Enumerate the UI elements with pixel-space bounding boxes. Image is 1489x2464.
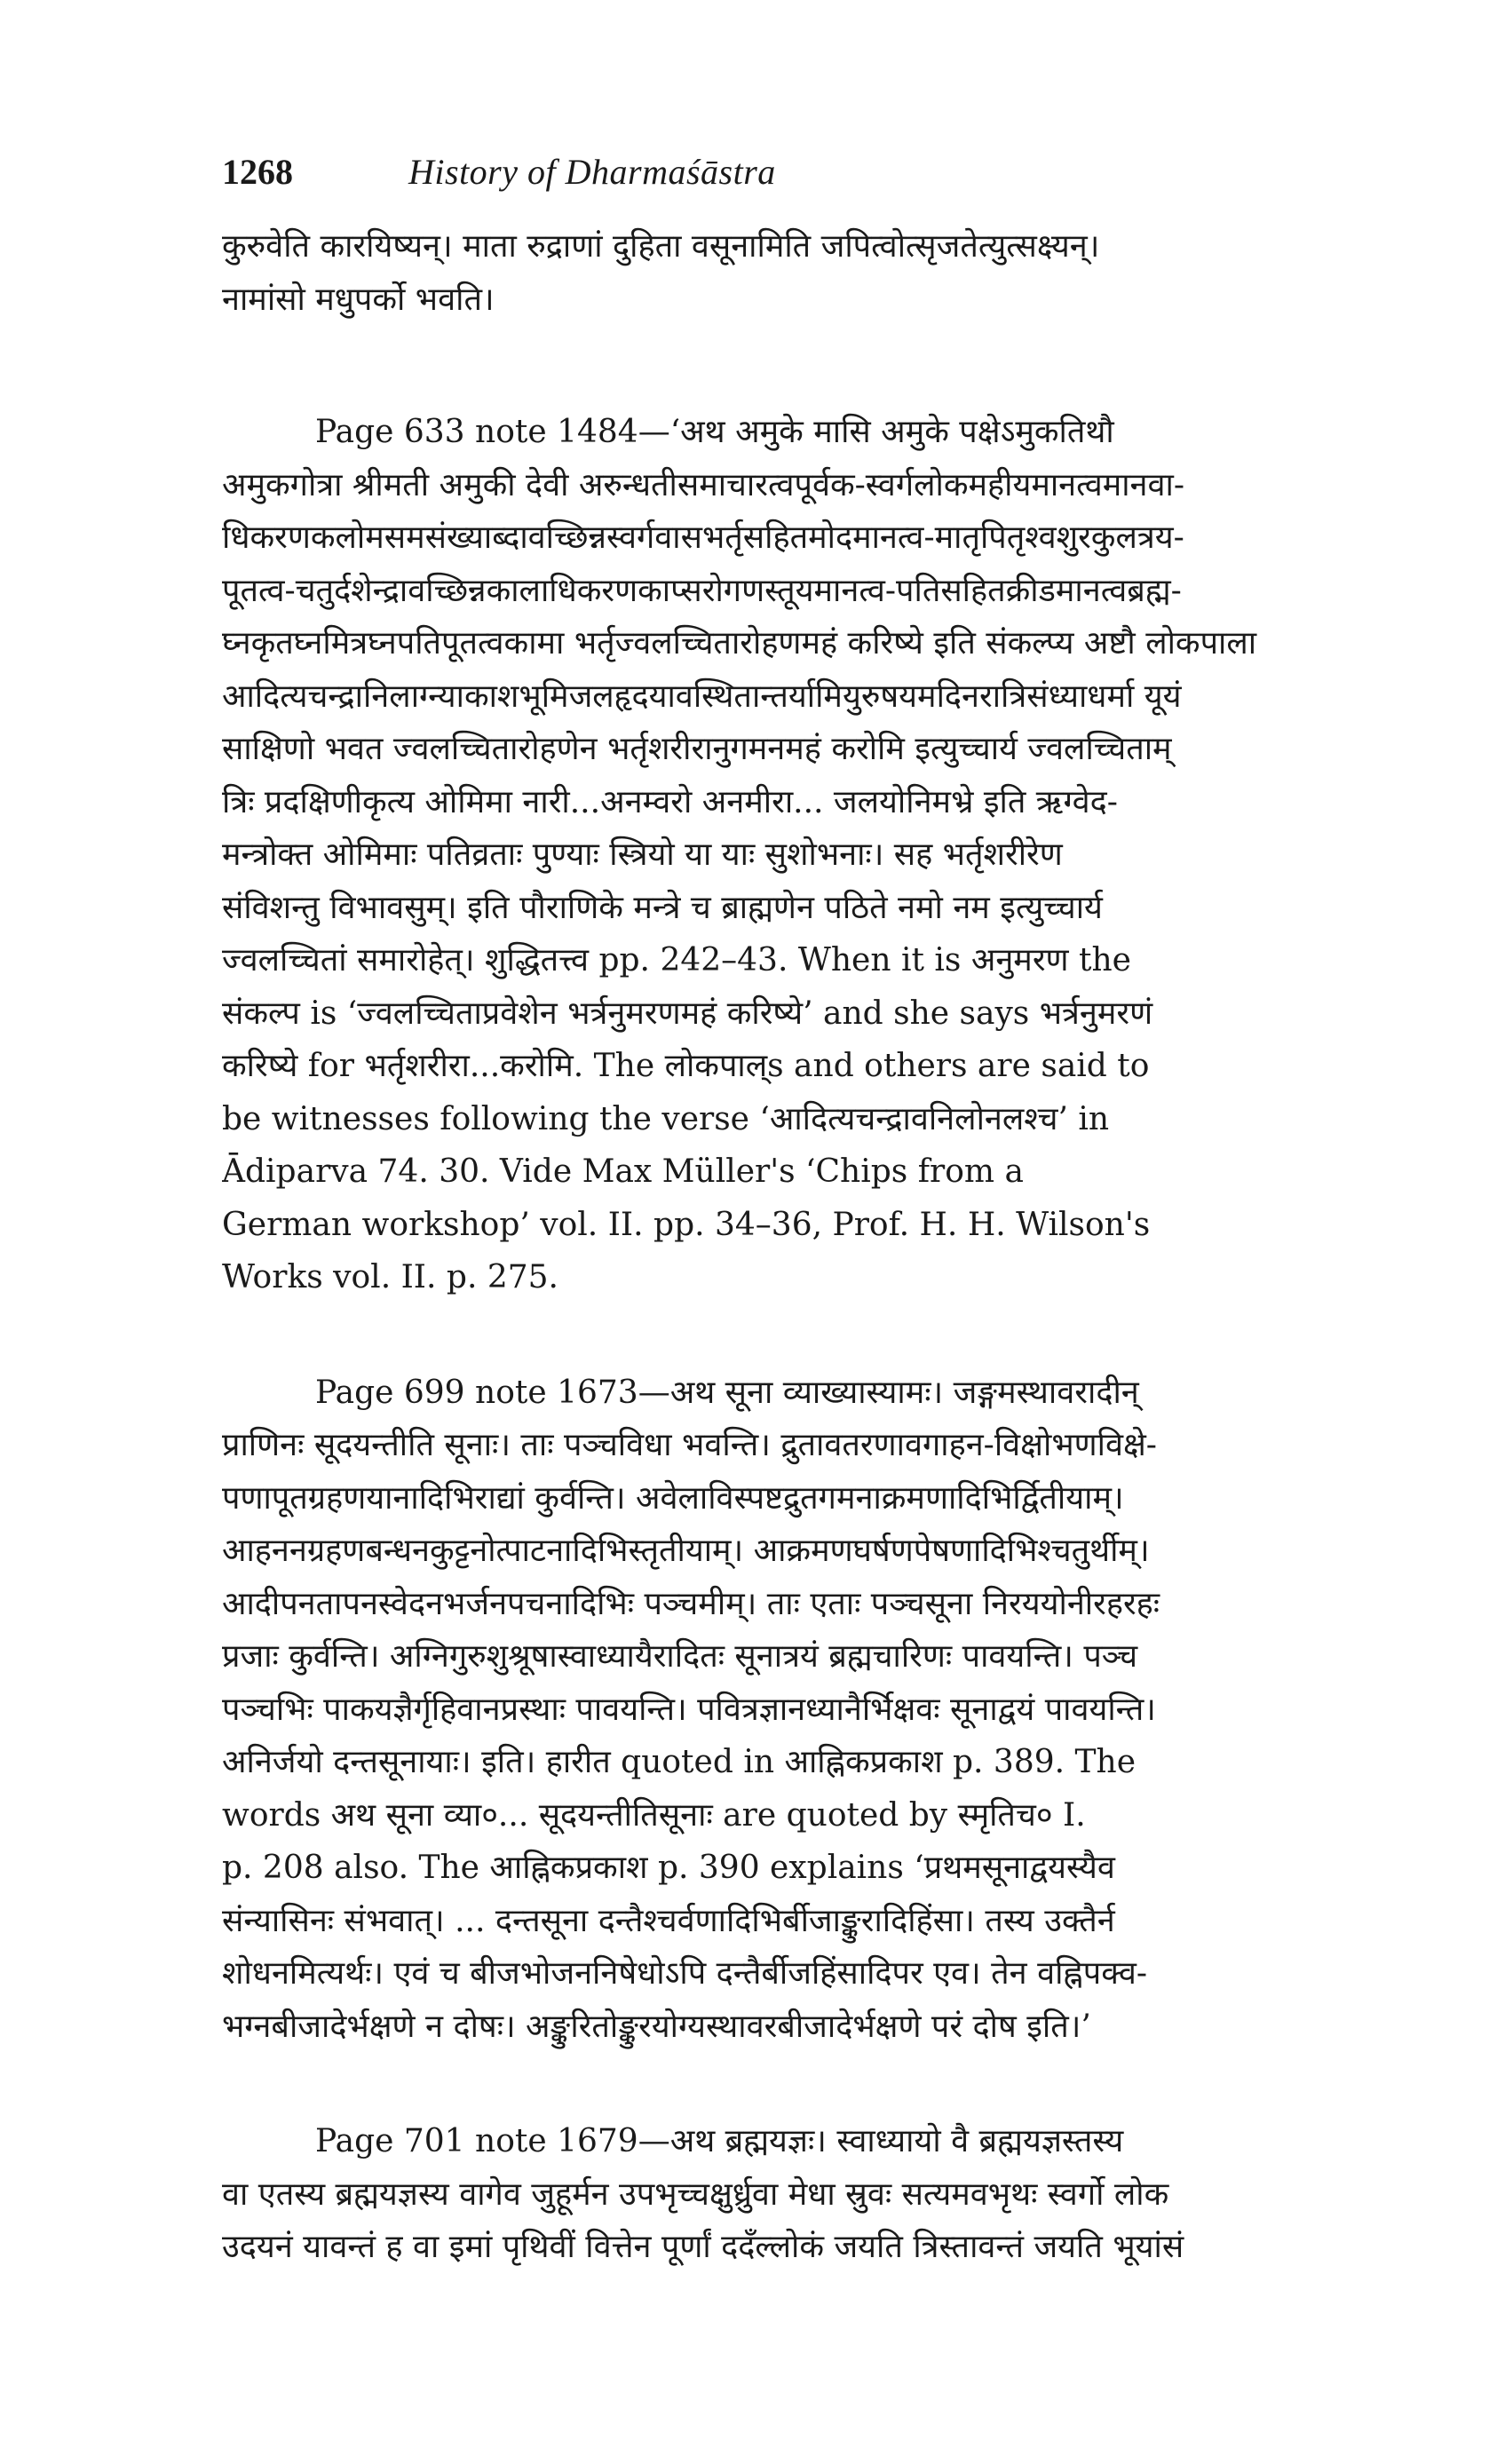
text-line: आदित्यचन्द्रानिलाग्न्याकाशभूमिजलहृदयावस्थितान्तर्यामियुरुषयमदिनरात्रिसंध्याधर्मा यूयं	[222, 677, 1182, 715]
text-line: घ्नकृतघ्नमित्रघ्नपतिपूतत्वकामा भर्तृज्वलच्चितारोहणमहं करिष्ये इति संकल्प्य अष्टौ लोकपाला	[222, 625, 1257, 662]
text-line: Page 701 note 1679—अथ ब्रह्मयज्ञः। स्वाध्यायो वै ब्रह्मयज्ञस्तस्य	[315, 2123, 1124, 2159]
text-line: Page 633 note 1484—‘अथ अमुके मासि अमुके पक्षेऽमुकतिथौ	[315, 414, 1114, 450]
text-line: कुरुवेति कारयिष्यन्। माता रुद्राणां दुहिता वसूनामिति जपित्वोत्सृजतेत्युत्सक्ष्यन्।	[222, 228, 1100, 265]
book-page	[222, 151, 1314, 2274]
text-line: वा एतस्य ब्रह्मयज्ञस्य वागेव जुहूर्मन उपभृच्चक्षुर्ध्रुवा मेधा स्रुवः सत्यमवभृथः स्वर्गो लोक	[222, 2175, 1169, 2213]
text-line: Works vol. II. p. 275.	[222, 1259, 559, 1295]
text-line: आहननग्रहणबन्धनकुट्टनोत्पाटनादिभिस्तृतीयाम्। आक्रमणघर्षणपेषणादिभिश्चतुर्थीम्।	[222, 1533, 1150, 1569]
note-1673-paragraph	[222, 1367, 1314, 2054]
text-line: words अथ सूना व्या०... सूदयन्तीतिसूनाः are quoted by स्मृतिच० I.	[222, 1796, 1086, 1834]
text-line: करिष्ये for भर्तृशरीरा...करोमि. The लोकपाल्s and others are said to	[222, 1048, 1150, 1084]
text-line: भग्नबीजादेर्भक्षणे न दोषः। अङ्कुरितोङ्कुरयोग्यस्थावरबीजादेर्भक्षणे परं दोष इति।’	[222, 2008, 1091, 2045]
text-line: अमुकगोत्रा श्रीमती अमुकी देवी अरुन्धतीसमाचारत्वपूर्वक-स्वर्गलोकमहीयमानत्वमानवा-	[222, 466, 1185, 503]
text-line: संविशन्तु विभावसुम्। इति पौराणिके मन्त्रे च ब्राह्मणेन पठिते नमो नम इत्युच्चार्य	[222, 889, 1103, 926]
text-line: पणापूतग्रहणयानादिभिराद्यां कुर्वन्ति। अवेलाविस्पष्टद्रुतगमनाक्रमणादिभिर्द्वितीयाम्।	[222, 1479, 1124, 1517]
text-line: Ādiparva 74. 30. Vide Max Müller's ‘Chips from a	[222, 1153, 1024, 1190]
intro-paragraph	[222, 220, 1314, 326]
text-line: संकल्प is ‘ज्वलच्चिताप्रवेशेन भर्त्रनुमरणमहं करिष्ये’ and she says भर्त्रनुमरणं	[222, 994, 1153, 1032]
text-line: be witnesses following the verse ‘आदित्यचन्द्रावनिलोनलश्च’ in	[222, 1100, 1110, 1137]
text-line: German workshop’ vol. II. pp. 34–36, Prof. H. H. Wilson's	[222, 1206, 1151, 1243]
text-line: मन्त्रोक्त ओमिमाः पतिव्रताः पुण्याः स्त्रियो या याः सुशोभनाः। सह भर्तृशरीरेण	[222, 836, 1063, 873]
text-line: संन्यासिनः संभवात्। ... दन्तसूना दन्तैश्चर्वणादिभिर्बीजाङ्कुरादिहिंसा। तस्य उक्तैर्न	[222, 1902, 1115, 1939]
text-line: पञ्चभिः पाकयज्ञैर्गृहिवानप्रस्थाः पावयन्ति। पवित्रज्ञानध्यानैर्भिक्षवः सूनाद्वयं पावयन्ति।	[222, 1691, 1156, 1728]
note-1484-paragraph	[222, 406, 1314, 1304]
text-line: प्राणिनः सूदयन्तीति सूनाः। ताः पञ्चविधा भवन्ति। द्रुतावतरणावगाहन-विक्षोभणविक्षे-	[222, 1427, 1157, 1463]
text-line: उदयनं यावन्तं ह वा इमां पृथिवीं वित्तेन पूर्णां ददँल्लोकं जयति त्रिस्तावन्तं जयति भूयांसं	[222, 2229, 1184, 2265]
note-1679-paragraph	[222, 2115, 1314, 2274]
text-line: आदीपनतापनस्वेदनभर्जनपचनादिभिः पञ्चमीम्। ताः एताः पञ्चसूना निरययोनीरहरहः	[222, 1585, 1160, 1622]
page-number: 1268	[222, 152, 293, 192]
running-title: History of Dharmaśāstra	[408, 152, 776, 192]
text-line: ज्वलच्चितां समारोहेत्। शुद्धितत्त्व pp. 242–43. When it is अनुमरण the	[222, 942, 1131, 978]
text-line: नामांसो मधुपर्को भवति।	[222, 281, 495, 318]
text-line: पूतत्व-चतुर्दशेन्द्रावच्छिन्नकालाधिकरणकाप्सरोगणस्तूयमानत्व-पतिसहितक्रीडमानत्वब्रह्म-	[222, 572, 1182, 609]
text-line: शोधनमित्यर्थः। एवं च बीजभोजननिषेधोऽपि दन्तैर्बीजहिंसादिपर एव। तेन वह्निपक्व-	[222, 1955, 1148, 1992]
text-line: Page 699 note 1673—अथ सूना व्याख्यास्यामः। जङ्गमस्थावरादीन्	[315, 1374, 1139, 1411]
text-line: प्रजाः कुर्वन्ति। अग्निगुरुशुश्रूषास्वाध्यायैरादितः सूनात्रयं ब्रह्मचारिणः पावयन्ति। पञ्च	[222, 1638, 1138, 1675]
text-line: p. 208 also. The आह्निकप्रकाश p. 390 explains ‘प्रथमसूनाद्वयस्यैव	[222, 1850, 1115, 1886]
text-line: अनिर्जयो दन्तसूनायाः। इति। हारीत quoted in आह्निकप्रकाश p. 389. The	[222, 1744, 1137, 1780]
text-line: त्रिः प्रदक्षिणीकृत्य ओमिमा नारी...अनम्वरो अनमीरा... जलयोनिमभ्रे इति ऋग्वेद-	[222, 783, 1118, 820]
text-line: धिकरणकलोमसमसंख्याब्दावच्छिन्नस्वर्गवासभर्तृसहितमोदमानत्व-मातृपितृश्वशुरकुलत्रय-	[222, 519, 1184, 556]
text-line: साक्षिणो भवत ज्वलच्चितारोहणेन भर्तृशरीरानुगमनमहं करोमि इत्युच्चार्य ज्वलच्चिताम्	[222, 731, 1172, 767]
page-header	[222, 151, 1314, 204]
